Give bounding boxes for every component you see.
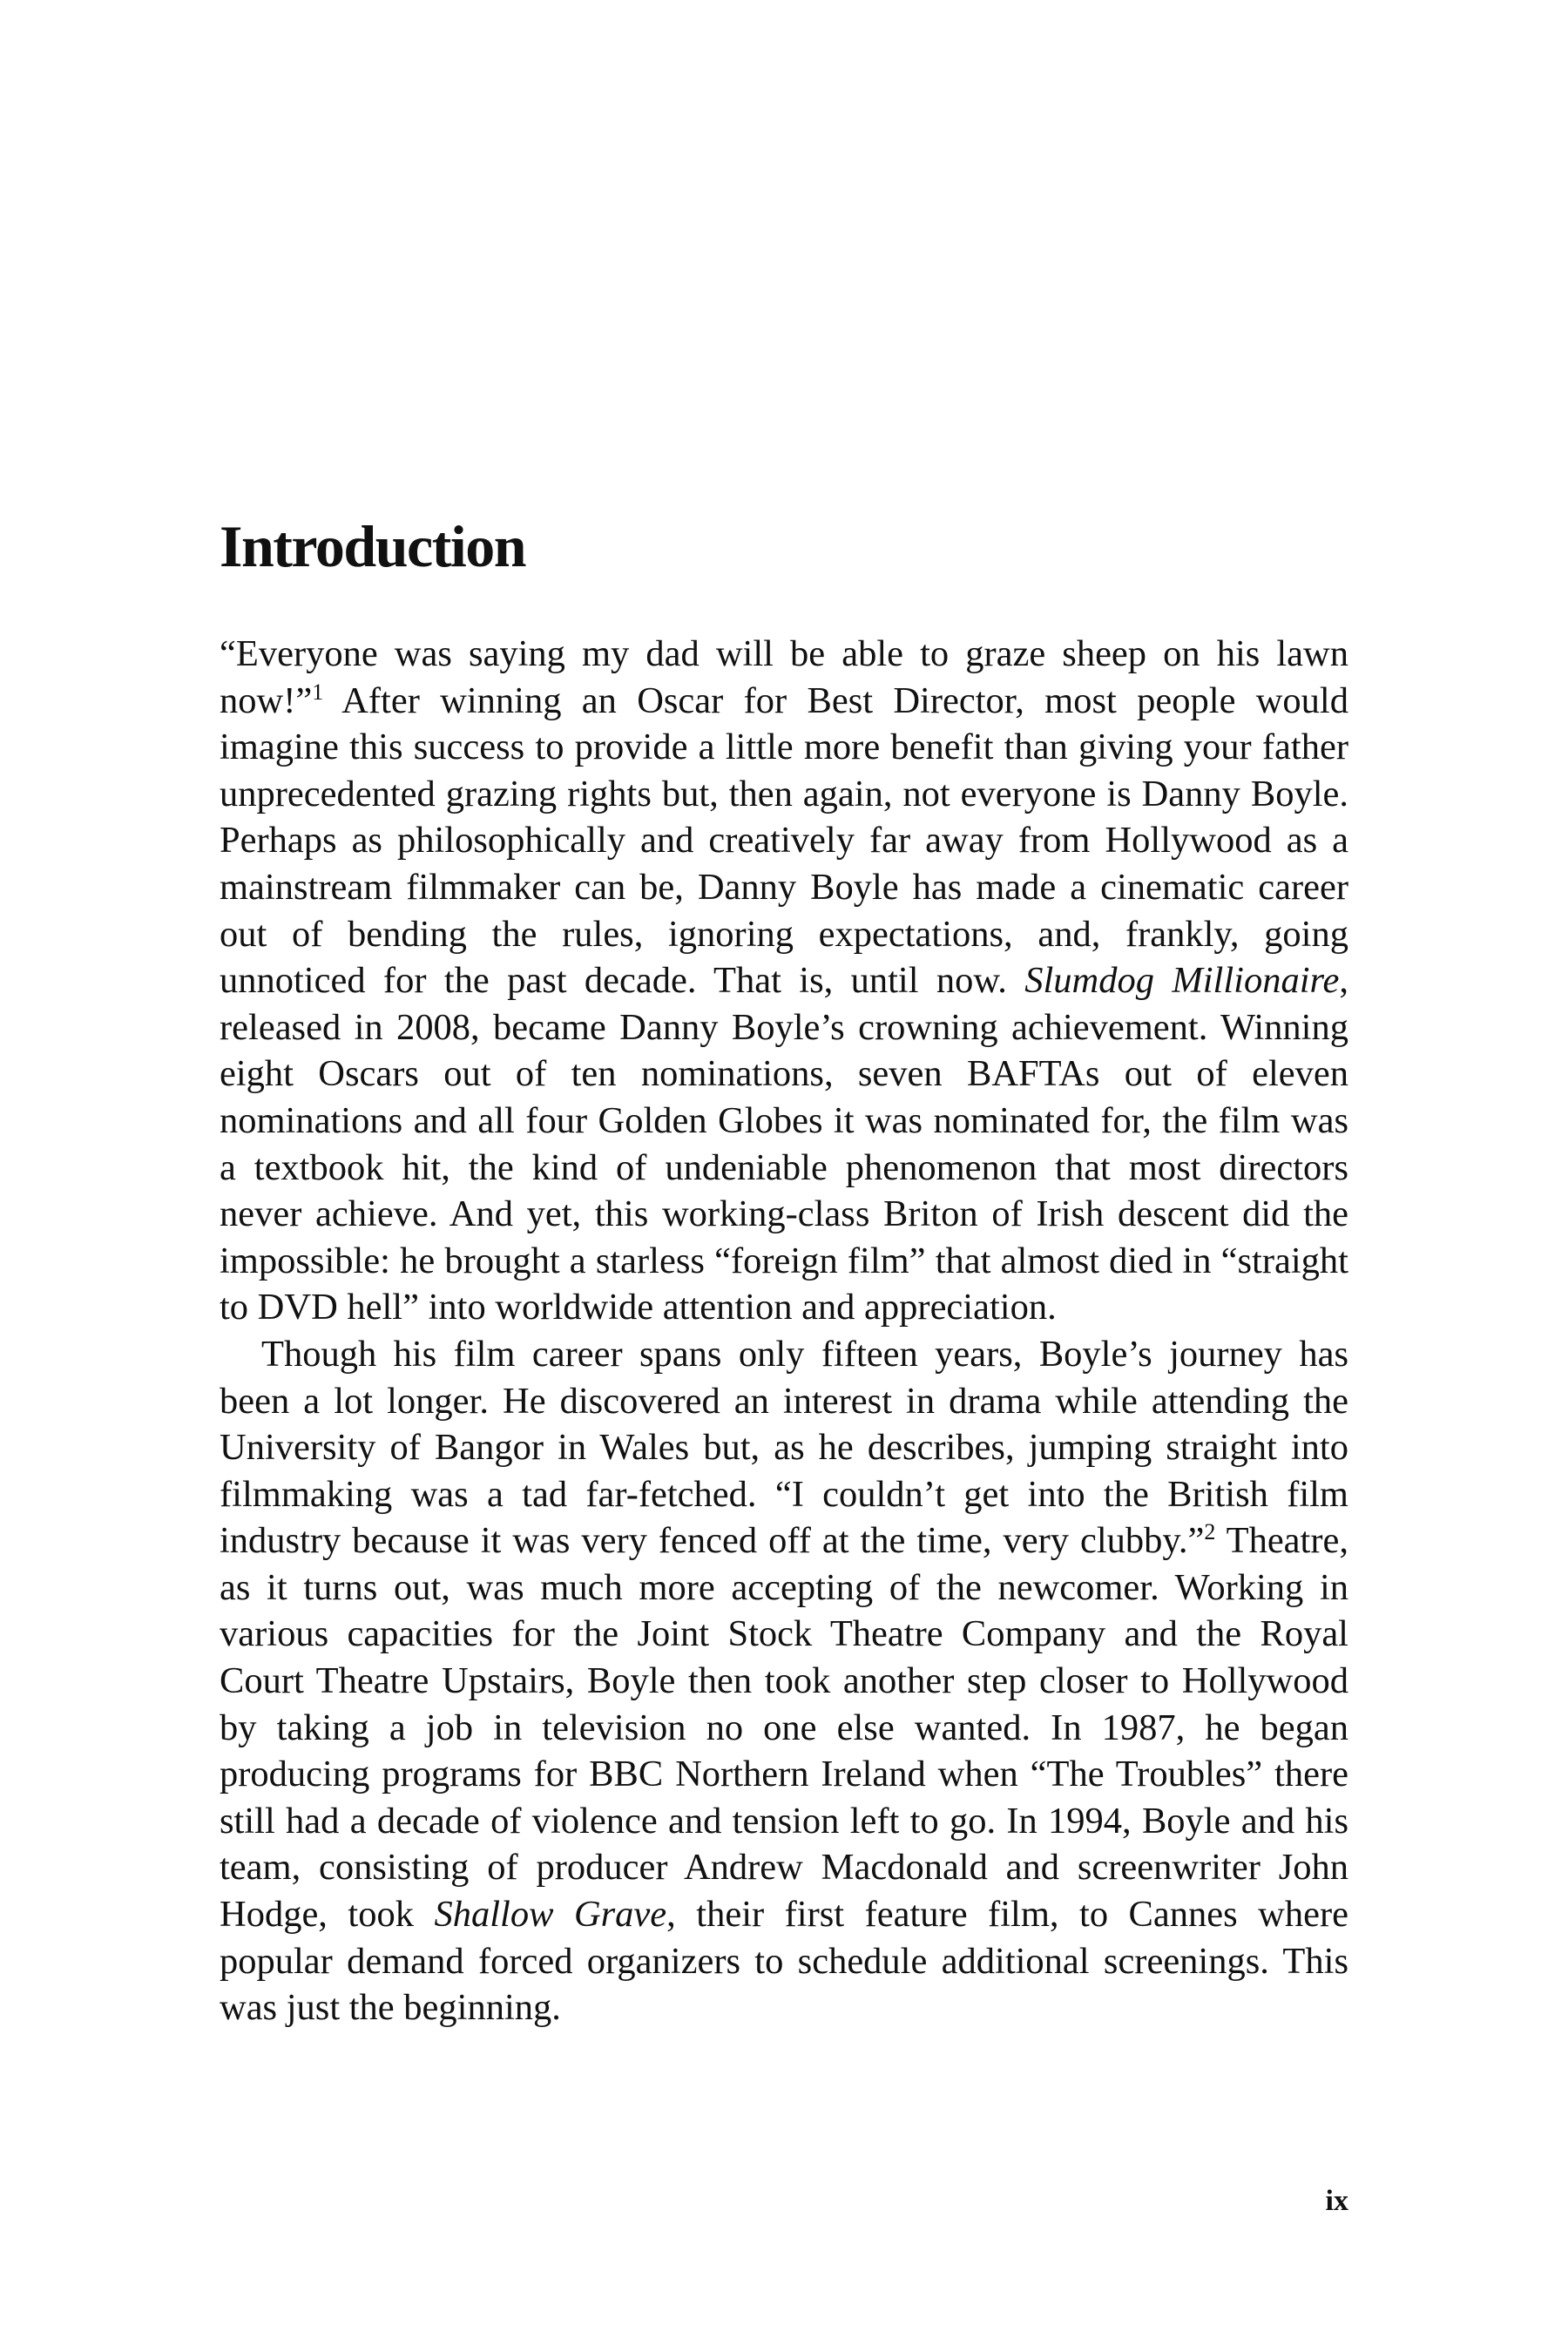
paragraph-1 (220, 631, 1348, 1331)
chapter-body (220, 631, 1348, 2031)
chapter-title: Introduction (220, 513, 526, 579)
paragraph-2-text-c: , their first feature film, to Cannes where popular demand forced organizers to schedule additional screenings. This was just the beginning. (220, 1894, 1348, 2029)
film-title-slumdog: Slumdog Millionaire (1024, 960, 1340, 1002)
paragraph-1-text-b: , released in 2008, became Danny Boyle’s crowning achievement. Winning eight Oscars out of ten nominations, seven BAFTAs out of eleven nominations and all four Golden Globes it was nominated for, the film was a textbook hit, the kind of undeniable phenomenon that most directors never achieve. And yet, this working-class Briton of Irish descent did the impossible: he brought a starless “foreign film” that almost died in “straight to DVD hell” into worldwide attention and appreciation. (220, 960, 1348, 1328)
film-title-shallow-grave: Shallow Grave (434, 1894, 667, 1936)
paragraph-2 (220, 1331, 1348, 2031)
paragraph-2-text-b: Theatre, as it turns out, was much more accepting of the newcomer. Working in various capacities for the Joint Stock Theatre Company and the Royal Court Theatre Upstairs, Boyle then took another step closer to Hollywood by taking a job in television no one else wanted. In 1987, he began producing programs for BBC Northern Ireland when “The Troubles” there still had a decade of violence and tension left to go. In 1994, Boyle and his team, consisting of producer Andrew Macdonald and screenwriter John Hodge, took (220, 1520, 1348, 1936)
footnote-marker-2: 2 (1204, 1519, 1216, 1545)
paragraph-1-text-a: After winning an Oscar for Best Director, most people would imagine this success to provide a little more benefit than giving your father unprecedented grazing rights but, then again, not everyone is Danny Boyle. Perhaps as philosophically and creatively far away from Hollywood as a mainstream filmmaker can be, Danny Boyle has made a cinematic career out of bending the rules, ignoring expectations, and, frankly, going unnoticed for the past decade. That is, until now. (220, 679, 1348, 1002)
footnote-marker-1: 1 (312, 679, 324, 705)
page-number: ix (1325, 2185, 1348, 2217)
paragraph-2-text-a: Though his film career spans only fifteen years, Boyle’s journey has been a lot longer. He discovered an interest in drama while attending the University of Bangor in Wales but, as he describes, jumping straight into filmmaking was a tad far-fetched. “I couldn’t get into the British film industry because it was very fenced off at the time, very clubby.” (220, 1333, 1348, 1562)
opening-quote: “Everyone was saying my dad will be able to graze sheep on his lawn now!” (220, 633, 1348, 721)
